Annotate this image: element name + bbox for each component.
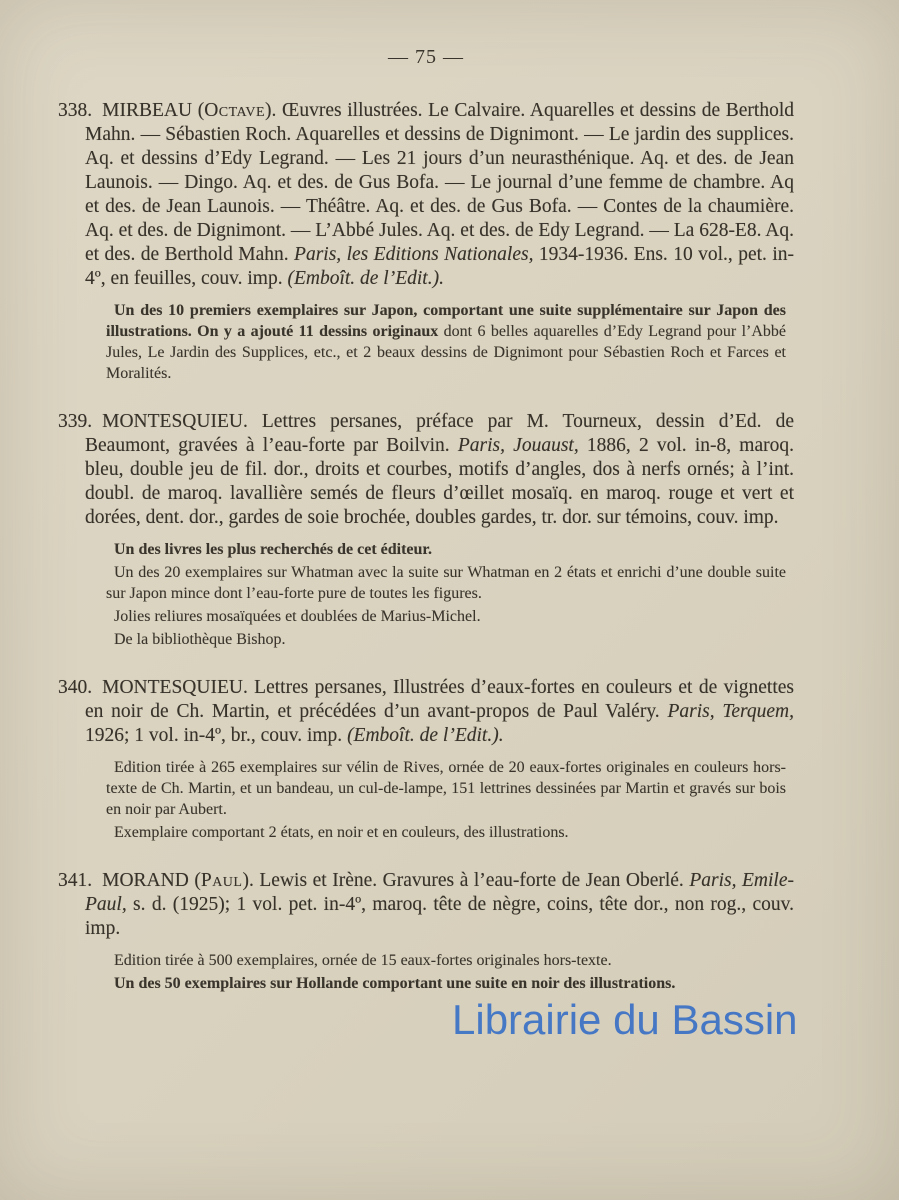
entry-body-text: MONTESQUIEU. Lettres persanes, Illustrées d’eaux-fortes en couleurs et de vignettes en noir de Ch. Martin, et précédées d’un avant-propos de Paul Valéry. Paris, Terquem, 1926; 1 vol. in-4º, br., couv. imp. (Emboît. de l’Edit.). bbox=[85, 677, 795, 746]
entry-body-text: MORAND (Paul). Lewis et Irène. Gravures à l’eau-forte de Jean Oberlé. Paris, Emile-Paul, s. d. (1925); 1 vol. pet. in-4º, maroq. tête de nègre, coins, tête dor., non rog., couv. imp. bbox=[85, 870, 794, 939]
entry-text bbox=[58, 869, 794, 941]
entry-notes bbox=[106, 950, 794, 994]
entry-number: 341. bbox=[58, 870, 93, 891]
bookseller-watermark: Librairie du Bassin bbox=[452, 996, 798, 1043]
page-number: — 75 — bbox=[388, 46, 464, 68]
entry-number: 338. bbox=[58, 100, 93, 121]
note-paragraph: Edition tirée à 500 exemplaires, ornée de 15 eaux-fortes originales hors-texte. bbox=[114, 952, 612, 969]
page-content bbox=[58, 46, 794, 1020]
note-paragraph: Un des 50 exemplaires sur Hollande comportant une suite en noir des illustrations. bbox=[114, 975, 676, 992]
entry-notes bbox=[106, 300, 794, 384]
entry-text bbox=[58, 676, 794, 748]
note-paragraph: Edition tirée à 265 exemplaires sur vélin de Rives, ornée de 20 eaux-fortes originales en couleurs hors-texte de Ch. Martin, et un bandeau, un cul-de-lampe, 151 lettrines dessinées par Martin et gravés sur bois en noir par Aubert. bbox=[106, 759, 786, 818]
note-paragraph: Un des 10 premiers exemplaires sur Japon, comportant une suite supplémentaire sur Japon des illustrations. On y a ajouté 11 dessins originaux dont 6 belles aquarelles d’Edy Legrand pour l’Abbé Jules, Le Jardin des Supplices, etc., et 2 beaux dessins de Dignimont pour Sébastien Roch et Farces et Moralités. bbox=[106, 302, 787, 382]
entry-text bbox=[58, 99, 794, 291]
note-paragraph: Jolies reliures mosaïquées et doublées de Marius-Michel. bbox=[114, 608, 481, 625]
entry-number: 339. bbox=[58, 411, 93, 432]
entry-text bbox=[58, 410, 794, 530]
catalog-entry-338 bbox=[58, 99, 794, 384]
note-paragraph: De la bibliothèque Bishop. bbox=[114, 631, 286, 648]
note-paragraph: Un des livres les plus recherchés de cet éditeur. bbox=[114, 541, 433, 558]
note-paragraph: Exemplaire comportant 2 états, en noir et en couleurs, des illustrations. bbox=[114, 824, 569, 841]
catalog-entry-339 bbox=[58, 410, 794, 650]
entry-body-text: MONTESQUIEU. Lettres persanes, préface par M. Tourneux, dessin d’Ed. de Beaumont, gravées à l’eau-forte par Boilvin. Paris, Jouaust, 1886, 2 vol. in-8, maroq. bleu, double jeu de fil. dor., droits et courbes, motifs d’angles, dos à nerfs ornés; à l’int. doubl. de maroq. lavallière semés de fleurs d’œillet mosaïq. en maroq. rouge et vert et dorées, dent. dor., gardes de soie brochée, doubles gardes, tr. dor. sur témoins, couv. imp. bbox=[85, 411, 794, 528]
catalog-entry-341 bbox=[58, 869, 794, 994]
entry-number: 340. bbox=[58, 677, 93, 698]
note-paragraph: Un des 20 exemplaires sur Whatman avec la suite sur Whatman en 2 états et enrichi d’une double suite sur Japon mince dont l’eau-forte pure de toutes les figures. bbox=[106, 564, 786, 602]
entry-notes bbox=[106, 539, 794, 650]
entry-body-text: MIRBEAU (Octave). Œuvres illustrées. Le Calvaire. Aquarelles et dessins de Berthold Mahn. — Sébastien Roch. Aquarelles et dessins de Dignimont. — Le jardin des supplices. Aq. et dessins d’Edy Legrand. — Les 21 jours d’un neurasthénique. Aq. et des. de Jean Launois. — Dingo. Aq. et des. de Gus Bofa. — Le journal d’une femme de chambre. Aq et des. de Jean Launois. — Théâtre. Aq. et des. de Gus Bofa. — Contes de la chaumière. Aq. et des. de Dignimont. — L’Abbé Jules. Aq. et des. de Edy Legrand. — La 628-E8. Aq. et des. de Berthold Mahn. Paris, les Editions Nationales, 1934-1936. Ens. 10 vol., pet. in-4º, en feuilles, couv. imp. (Emboît. de l’Edit.). bbox=[85, 100, 794, 289]
entry-notes bbox=[106, 757, 794, 843]
catalog-entry-340 bbox=[58, 676, 794, 843]
